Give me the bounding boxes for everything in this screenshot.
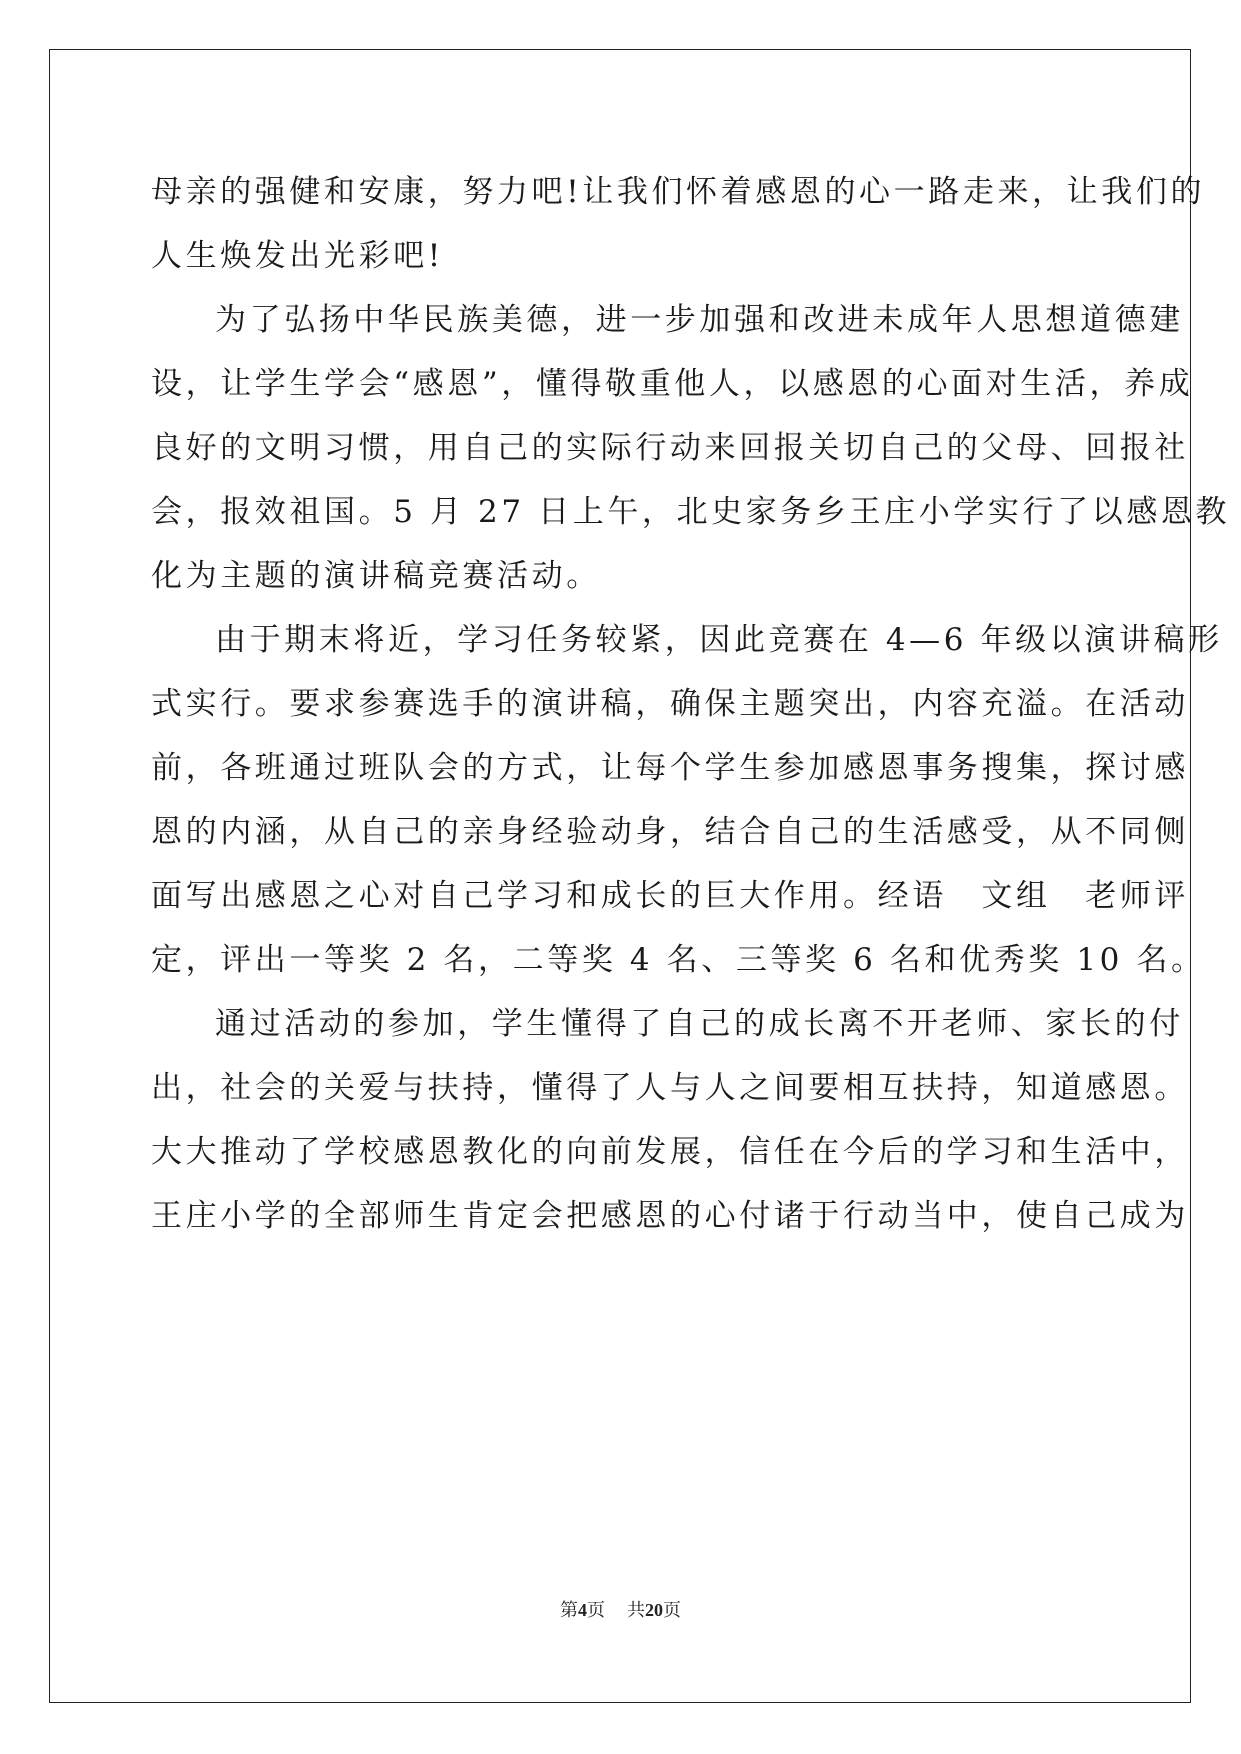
text-line: 会，报效祖国。5 月 27 日上午，北史家务乡王庄小学实行了以感恩教 [151, 494, 1231, 530]
text-line: 设，让学生学会“感恩”，懂得敬重他人，以感恩的心面对生活，养成 [151, 366, 1194, 402]
text-line: 面写出感恩之心对自己学习和成长的巨大作用。经语 文组 老师评 [151, 878, 1189, 914]
page-footer [0, 1596, 1241, 1622]
text-line: 式实行。要求参赛选手的演讲稿，确保主题突出，内容充溢。在活动 [151, 686, 1189, 722]
text-line: 大大推动了学校感恩教化的向前发展，信任在今后的学习和生活中， [151, 1134, 1189, 1170]
text-line: 化为主题的演讲稿竞赛活动。 [151, 558, 601, 594]
paragraph-start-line: 由于期末将近，学习任务较紧，因此竞赛在 4—6 年级以演讲稿形 [215, 622, 1223, 658]
text-line: 良好的文明习惯，用自己的实际行动来回报关切自己的父母、回报社 [151, 430, 1189, 466]
text-line: 定，评出一等奖 2 名，二等奖 4 名、三等奖 6 名和优秀奖 10 名。 [151, 942, 1206, 978]
text-line: 前，各班通过班队会的方式，让每个学生参加感恩事务搜集，探讨感 [151, 750, 1189, 786]
text-line: 母亲的强健和安康，努力吧!让我们怀着感恩的心一路走来，让我们的 [151, 174, 1206, 210]
total-pages-number: 20 [645, 1600, 663, 1620]
paragraph-start-line: 为了弘扬中华民族美德，进一步加强和改进未成年人思想道德建 [215, 302, 1184, 338]
document-body [151, 160, 1231, 1248]
current-page-number: 4 [578, 1600, 587, 1620]
text-line: 王庄小学的全部师生肯定会把感恩的心付诸于行动当中，使自己成为 [151, 1198, 1189, 1234]
text-line: 人生焕发出光彩吧! [151, 238, 444, 274]
page-suffix: 页 [587, 1600, 605, 1620]
paragraph-start-line: 通过活动的参加，学生懂得了自己的成长离不开老师、家长的付 [215, 1006, 1184, 1042]
page-prefix: 第 [560, 1600, 578, 1620]
text-line: 恩的内涵，从自己的亲身经验动身，结合自己的生活感受，从不同侧 [151, 814, 1189, 850]
total-suffix: 页 [663, 1600, 681, 1620]
total-prefix: 共 [627, 1600, 645, 1620]
text-line: 出，社会的关爱与扶持，懂得了人与人之间要相互扶持，知道感恩。 [151, 1070, 1189, 1106]
